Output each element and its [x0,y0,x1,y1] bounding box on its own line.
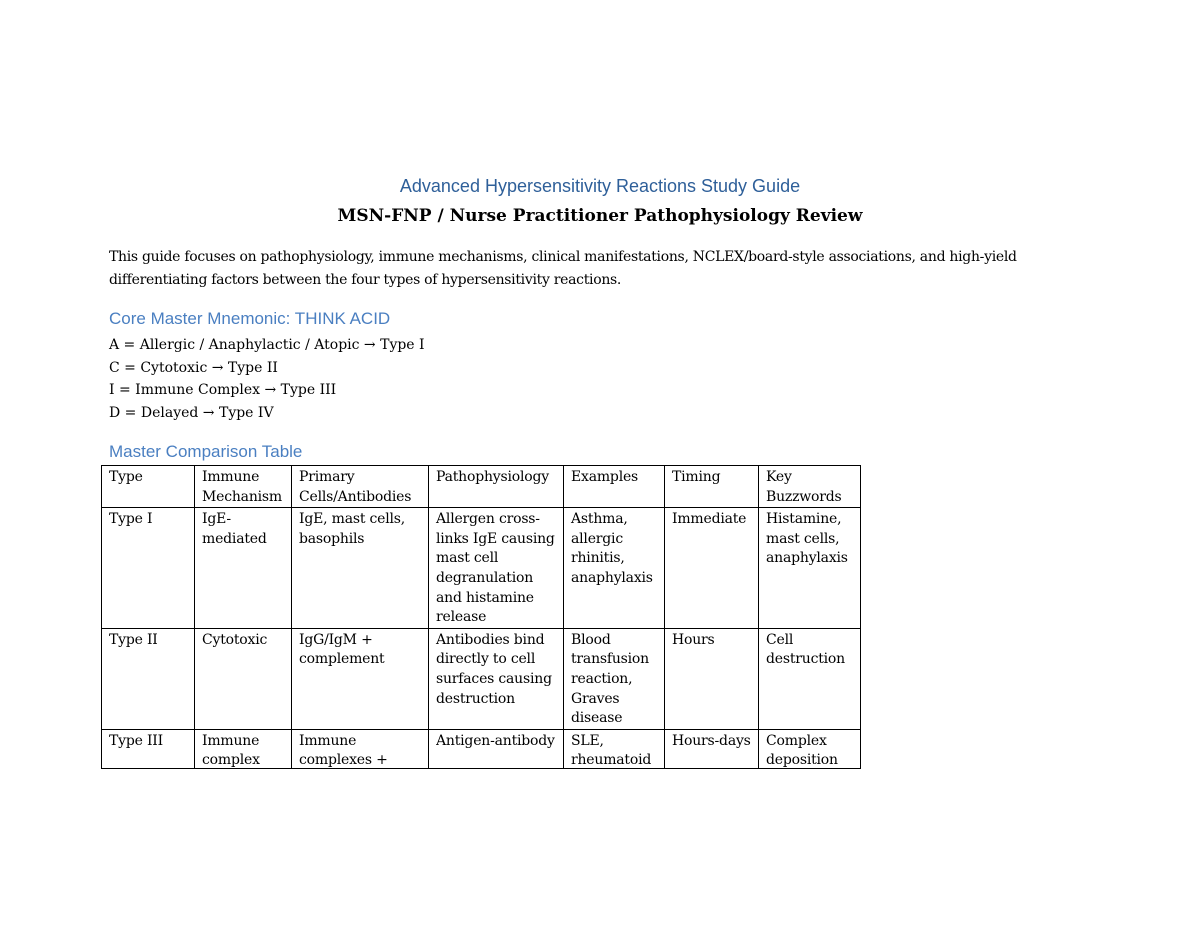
table-cell: IgG/IgM + complement [292,628,429,729]
mnemonic-item-c: C = Cytotoxic → Type II [109,359,278,376]
mnemonic-item-a: A = Allergic / Anaphylactic / Atopic → Type I [109,337,425,353]
cell-text: Antigen-antibody [436,732,555,749]
table-cell: Allergen cross-links IgE causing mast cell degranulation and histamine release [429,508,564,629]
table-cell: IgE-mediated [195,508,292,629]
table-header-row [102,466,861,508]
column-header-type: Type [102,466,195,508]
master-comparison-table [101,465,861,769]
cell-text: Hours-days [672,732,751,749]
table-cell: Antibodies bind directly to cell surfaces causing destruction [429,628,564,729]
table-cell: Type II [102,628,195,729]
document-title: Advanced Hypersensitivity Reactions Study Guide [399,176,801,196]
document-subtitle: MSN-FNP / Nurse Practitioner Pathophysiology Review [337,206,863,226]
table-cell: Cell destruction [759,628,861,729]
table-cell: Hours [665,628,759,729]
table-cell [429,729,564,768]
intro-paragraph: This guide focuses on pathophysiology, immune mechanisms, clinical manifestations, NCLEX/board-style associations, and high-yield differentiating factors between the four types of hypersensitivity reactions. [109,249,1017,288]
cell-text: SLE, rheumatoid [571,732,652,768]
table-cell [195,729,292,768]
cell-text: Type III [109,732,163,749]
mnemonic-heading: Core Master Mnemonic: THINK ACID [109,309,391,328]
table-cell [102,729,195,768]
table-row-type-1 [102,508,861,629]
table-cell: Cytotoxic [195,628,292,729]
table-cell [292,729,429,768]
table-cell [564,729,665,768]
cell-text: Immune complexes + [299,732,388,768]
mnemonic-list [109,334,425,424]
column-header-examples: Examples [564,466,665,508]
table-heading: Master Comparison Table [109,442,303,461]
table-cell [665,729,759,768]
table-cell [759,729,861,768]
cell-text: Complex deposition [766,732,838,768]
cell-text: Immune complex [202,732,260,768]
table-row-type-2 [102,628,861,729]
table-cell: Blood transfusion reaction, Graves disease [564,628,665,729]
column-header-cells: Primary Cells/Antibodies [292,466,429,508]
column-header-timing: Timing [665,466,759,508]
table-row-type-3 [102,729,861,768]
column-header-buzzwords: Key Buzzwords [759,466,861,508]
table-cell: Immediate [665,508,759,629]
mnemonic-item-i: I = Immune Complex → Type III [109,382,337,398]
table-cell: Asthma, allergic rhinitis, anaphylaxis [564,508,665,629]
table-cell: IgE, mast cells, basophils [292,508,429,629]
table-cell: Histamine, mast cells, anaphylaxis [759,508,861,629]
mnemonic-item-d: D = Delayed → Type IV [109,404,274,421]
table-cell: Type I [102,508,195,629]
column-header-pathophysiology: Pathophysiology [429,466,564,508]
column-header-mechanism: Immune Mechanism [195,466,292,508]
